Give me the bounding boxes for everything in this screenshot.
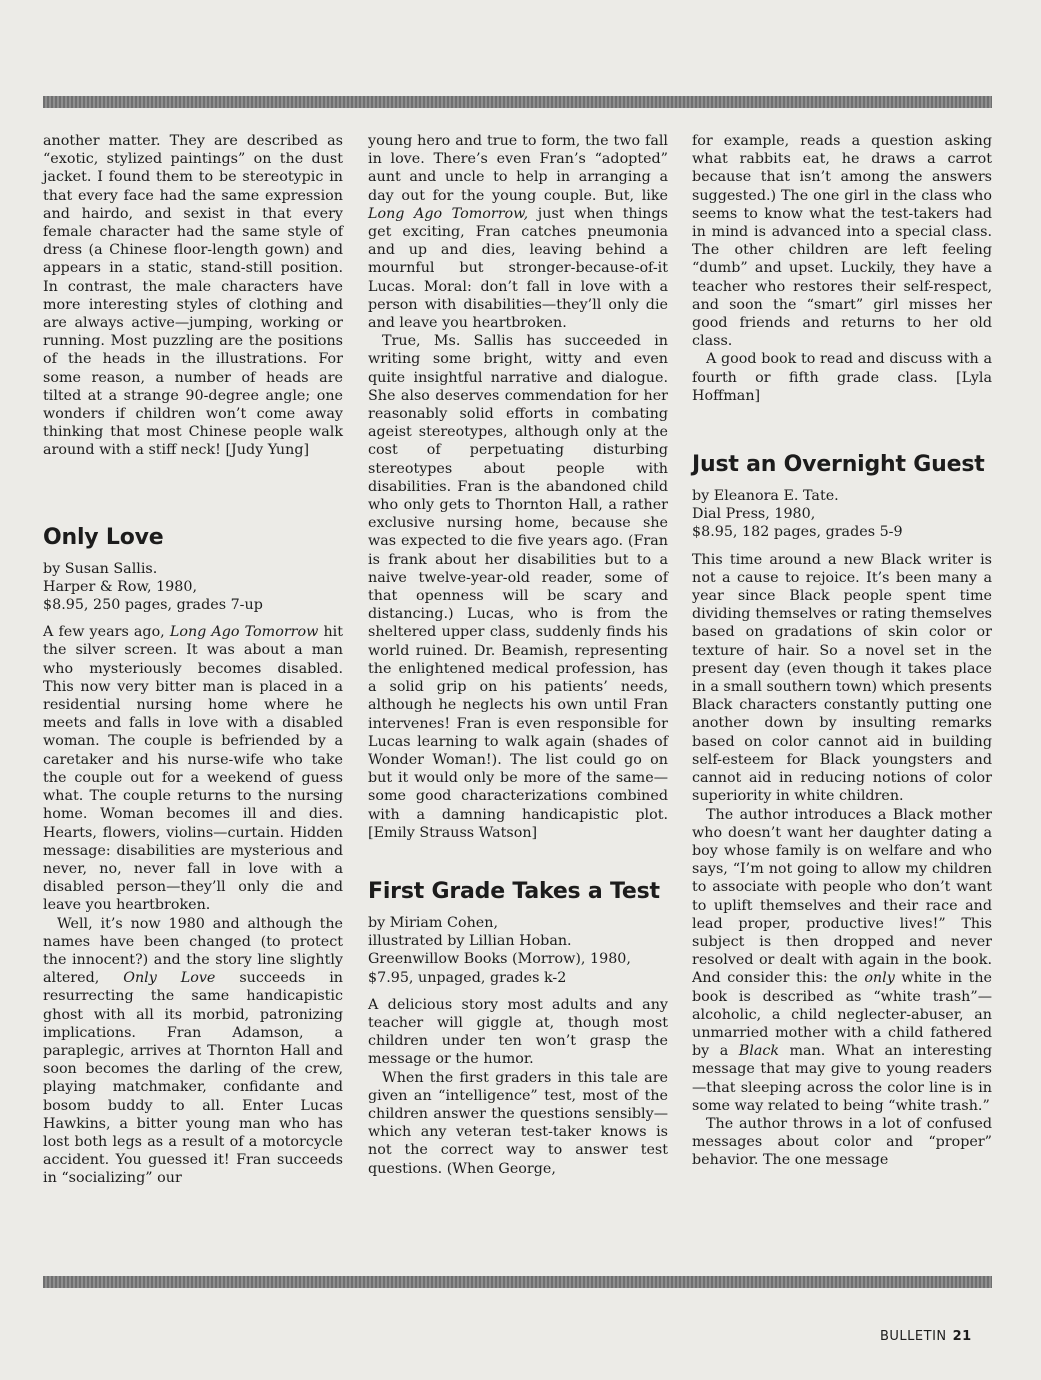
paragraph: A delicious story most adults and any teacher will giggle at, though most children under ten won’t grasp the message or the humor.	[368, 996, 668, 1068]
text-run: A few years ago,	[43, 624, 170, 641]
paragraph: True, Ms. Sallis has succeeded in writing some bright, witty and even quite insightful narrative and dialogue. She also deserves commendation for her reasonably solid efforts in combating ageist stereotypes, although only at the cost of perpetuating disturbing stereotypes about people with disabilities. Fran is the abandoned child who only gets to Thornton Hall, a rather exclusive nursing home, because she was expected to die five years ago. (Fran is frank about her disabilities but to a naive twelve-year-old reader, some of that openness will be scary and distancing.) Lucas, who is from the sheltered upper class, suddenly finds his world ruined. Dr. Beamish, representing the enlightened medical profession, has a solid grip on his patients’ needs, although he neglects his own until Fran intervenes! Fran is even responsible for Lucas learning to walk again (shades of Wonder Woman!). The list could go on but it would only be more of the same—some good characterizations combined with a damning handicapistic plot. [Emily Strauss Watson]	[368, 333, 668, 841]
review-title: First Grade Takes a Test	[368, 878, 660, 904]
paragraph	[43, 623, 343, 914]
book-author: by Eleanora E. Tate.	[692, 488, 839, 505]
publication-name: BULLETIN	[880, 1329, 947, 1344]
review-title: Only Love	[43, 524, 164, 550]
book-illustrator: illustrated by Lillian Hoban.	[368, 933, 572, 950]
text-run: hit the silver screen. It was about a man who mysteriously becomes disabled. This now very bitter man is placed in a residential nursing home where he meets and falls in love with a disabled woman. The couple is befriended by a caretaker and his nurse-wife who take the couple out for a weekend of guess what. The couple returns to the nursing home. Woman becomes ill and dies. Hearts, flowers, violins—curtain. Hidden message: disabilities are mysterious and never, no, never fall in love with a disabled person—they’ll only die and leave you heartbroken.	[43, 624, 343, 914]
paragraph	[43, 915, 343, 1188]
book-meta	[692, 487, 992, 542]
book-details: $7.95, unpaged, grades k-2	[368, 969, 567, 986]
book-meta	[368, 914, 668, 987]
text-run: just when things get exciting, Fran catches pneumonia and up and dies, leaving behind a mournful but stronger-because-of-it Lucas. Moral: don’t fall in love with a person with disabilities—they’ll only die and leave you heartbroken.	[368, 205, 668, 332]
emphasis: Black	[738, 1043, 780, 1060]
book-publisher: Harper & Row, 1980,	[43, 578, 198, 595]
book-publisher: Dial Press, 1980,	[692, 506, 816, 523]
book-title-ref: Long Ago Tomorrow,	[368, 205, 529, 222]
book-details: $8.95, 250 pages, grades 7-up	[43, 597, 263, 614]
bottom-decorative-rule	[43, 1276, 992, 1288]
book-author: by Miriam Cohen,	[368, 914, 498, 931]
book-publisher: Greenwillow Books (Morrow), 1980,	[368, 951, 631, 968]
text-run: The author introduces a Black mother who doesn’t want her daughter dating a boy whose family is on welfare and who says, “I’m not going to allow my children to associate with people who don’t want to uplift themselves and their race and lead proper, productive lives!” This subject is then dropped and never resolved or dealt with again in the book. And consider this: the	[692, 806, 992, 987]
text-run: young hero and true to form, the two fall in love. There’s even Fran’s “adopted” aunt and uncle to help in arranging a day out for the young couple. But, like	[368, 133, 668, 204]
emphasis: only	[864, 970, 895, 987]
text-run: Well, it’s now 1980 and although the names have been changed (to protect the innocent?) and the story line slightly altered,	[43, 915, 343, 987]
paragraph: When the first graders in this tale are given an “intelligence” test, most of the children answer the questions sensibly—which any veteran test-taker knows is not the correct way to answer test questions. (When George,	[368, 1069, 668, 1177]
text-run: man. What an interesting message that may give to young readers—that sleeping across the color line is in some way related to being “white trash.”	[692, 1043, 992, 1114]
book-title-ref: Long Ago Tomorrow	[169, 624, 319, 641]
page-footer	[880, 1329, 972, 1344]
paragraph: The author throws in a lot of confused messages about color and “proper” behavior. The one message	[692, 1115, 992, 1169]
column-2	[368, 132, 668, 1178]
book-title-ref: Only Love	[123, 970, 216, 987]
column-3	[692, 132, 992, 1170]
book-details: $8.95, 182 pages, grades 5-9	[692, 524, 903, 541]
paragraph: A good book to read and discuss with a fourth or fifth grade class. [Lyla Hoffman]	[692, 351, 992, 404]
book-author: by Susan Sallis.	[43, 560, 158, 577]
book-meta	[43, 560, 343, 615]
review-title: Just an Overnight Guest	[692, 452, 985, 478]
paragraph: This time around a new Black writer is not a cause to rejoice. It’s been many a year since Black people spent time dividing themselves or rating themselves based on gradations of skin color or texture of hair. So a novel set in the present day (even though it takes place in a small southern town) which presents Black characters constantly putting one another down by insulting remarks based on color cannot aid in building self-esteem for Black youngsters and cannot aid in reducing notions of color superiority in white children.	[692, 551, 992, 805]
paragraph	[692, 806, 992, 1115]
top-decorative-rule	[43, 96, 992, 108]
paragraph: another matter. They are described as “exotic, stylized paintings” on the dust jacket. I found them to be stereotypic in that every face had the same expression and hairdo, and sexist in that every female character had the same style of dress (a Chinese floor-length gown) and appears in a static, stand-still position. In contrast, the male characters have more interesting styles of clothing and are always active—jumping, working or running. Most puzzling are the positions of the heads in the illustrations. For some reason, a number of heads are tilted at a strange 90-degree angle; one wonders if children won’t come away thinking that most Chinese people walk around with a stiff neck! [Judy Yung]	[43, 133, 343, 459]
column-1	[43, 132, 343, 1188]
text-run: succeeds in resurrecting the same handicapistic ghost with all its morbid, patronizing implications. Fran Adamson, a paraplegic, arrives at Thornton Hall and soon becomes the darling of the crew, playing matchmaker, confidante and bosom buddy to all. Enter Lucas Hawkins, a bitter young man who has lost both legs as a result of a motorcycle accident. You guessed it! Fran succeeds in “socializing” our	[43, 970, 344, 1187]
page-number: 21	[952, 1329, 972, 1344]
paragraph: for example, reads a question asking what rabbits eat, he draws a carrot because that isn’t among the answers suggested.) The one girl in the class who seems to know what the test-takers had in mind is advanced into a special class. The other children are left feeling “dumb” and upset. Luckily, they have a teacher who restores their self-respect, and soon the “smart” girl misses her good friends and returns to her old class.	[692, 133, 992, 350]
paragraph	[368, 132, 668, 332]
text-run: white in the book is described as “white trash”—alcoholic, a child neglecter-abuser, an unmarried mother with a child fathered by a	[692, 970, 992, 1060]
